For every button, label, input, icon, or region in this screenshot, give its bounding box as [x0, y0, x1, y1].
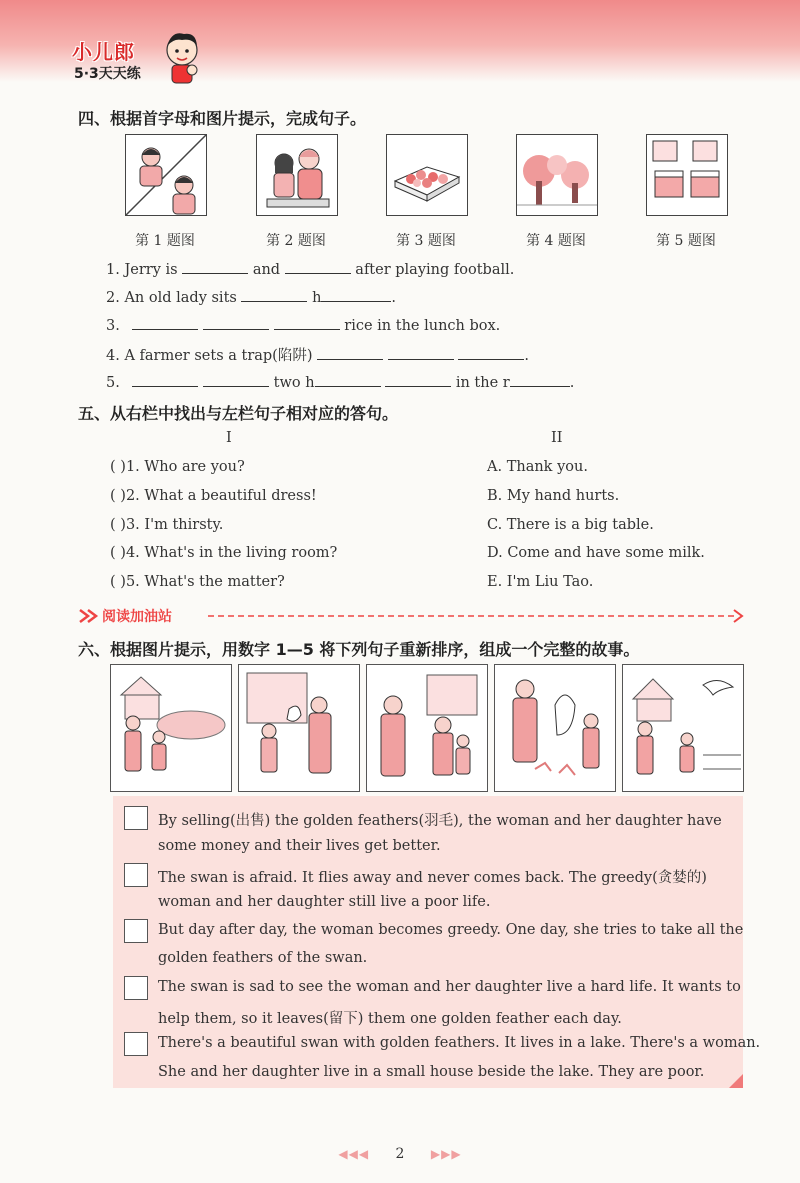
- brand-logo: [72, 30, 202, 90]
- story-frame-3: [366, 664, 488, 792]
- match-right-a: A. Thank you.: [487, 459, 588, 475]
- match-left-4: ( )4. What's in the living room?: [110, 545, 338, 561]
- story-sentence-2a: The swan is afraid. It flies away and never comes back. The greedy(贪婪的): [158, 870, 707, 886]
- answer-paren[interactable]: ( ): [110, 545, 126, 561]
- page-number: 2: [395, 1146, 405, 1162]
- question-4-3: 3. rice in the lunch box.: [106, 315, 500, 334]
- answer-blank[interactable]: [203, 315, 269, 330]
- answer-paren[interactable]: ( ): [110, 459, 126, 475]
- order-box-1[interactable]: [124, 806, 148, 830]
- picture-3: [386, 134, 468, 216]
- picture-1: [125, 134, 207, 216]
- picture-5: [646, 134, 728, 216]
- answer-blank[interactable]: [317, 345, 383, 360]
- match-left-5: ( )5. What's the matter?: [110, 574, 285, 590]
- answer-blank[interactable]: [315, 372, 381, 387]
- story-sentence-1b: some money and their lives get better.: [158, 838, 441, 854]
- order-box-5[interactable]: [124, 1032, 148, 1056]
- story-frame-1: [110, 664, 232, 792]
- answer-blank[interactable]: [182, 259, 248, 274]
- story-frame-4: [494, 664, 616, 792]
- answer-blank[interactable]: [274, 315, 340, 330]
- answer-blank[interactable]: [458, 345, 524, 360]
- match-left-3: ( )3. I'm thirsty.: [110, 517, 224, 533]
- section5-title: 五、从右栏中找出与左栏句子相对应的答句。: [78, 404, 399, 423]
- next-arrows-icon: ▶▶▶: [430, 1147, 462, 1161]
- caption-5: 第 5 题图: [656, 233, 716, 249]
- order-box-4[interactable]: [124, 976, 148, 1000]
- story-frame-2: [238, 664, 360, 792]
- answer-blank[interactable]: [132, 315, 198, 330]
- page-footer: [0, 1146, 800, 1162]
- answer-paren[interactable]: ( ): [110, 517, 126, 533]
- story-sentence-3a: But day after day, the woman becomes greedy. One day, she tries to take all the: [158, 922, 744, 938]
- caption-4: 第 4 题图: [526, 233, 586, 249]
- corner-arrow-icon: [729, 1074, 743, 1088]
- story-sentence-1a: By selling(出售) the golden feathers(羽毛), the woman and her daughter have: [158, 813, 722, 829]
- answer-paren[interactable]: ( ): [110, 488, 126, 504]
- caption-3: 第 3 题图: [396, 233, 456, 249]
- story-sentence-4b: help them, so it leaves(留下) them one golden feather each day.: [158, 1011, 622, 1027]
- brand-series: 5·3天天练: [74, 66, 141, 82]
- match-right-b: B. My hand hurts.: [487, 488, 620, 504]
- question-4-5: 5. two h in the r .: [106, 372, 574, 391]
- caption-1: 第 1 题图: [135, 233, 195, 249]
- section4-title: 四、根据首字母和图片提示，完成句子。: [78, 109, 367, 128]
- answer-blank[interactable]: [510, 372, 570, 387]
- brand-title: 小儿郎: [72, 40, 135, 64]
- story-sentence-5b: She and her daughter live in a small house beside the lake. They are poor.: [158, 1064, 705, 1080]
- prev-arrows-icon: ◀◀◀: [338, 1147, 370, 1161]
- story-sentence-3b: golden feathers of the swan.: [158, 950, 368, 966]
- answer-blank[interactable]: [132, 372, 198, 387]
- answer-blank[interactable]: [203, 372, 269, 387]
- caption-2: 第 2 题图: [266, 233, 326, 249]
- answer-paren[interactable]: ( ): [110, 574, 126, 590]
- question-4-1: 1. Jerry is and after playing football.: [106, 259, 514, 278]
- question-4-2: 2. An old lady sits h .: [106, 287, 396, 306]
- mascot-icon: [162, 30, 202, 86]
- story-sentence-4a: The swan is sad to see the woman and her daughter live a hard life. It wants to: [158, 979, 741, 995]
- match-left-1: ( )1. Who are you?: [110, 459, 245, 475]
- answer-blank[interactable]: [388, 345, 454, 360]
- column-right-header: II: [551, 430, 563, 446]
- section6-title: 六、根据图片提示，用数字 1—5 将下列句子重新排序，组成一个完整的故事。: [78, 640, 640, 659]
- question-4-4: 4. A farmer sets a trap(陷阱) .: [106, 344, 529, 365]
- column-left-header: I: [226, 430, 232, 446]
- story-sentence-2b: woman and her daughter still live a poor life.: [158, 894, 491, 910]
- answer-blank[interactable]: [321, 287, 391, 302]
- order-box-3[interactable]: [124, 919, 148, 943]
- answer-blank[interactable]: [385, 372, 451, 387]
- story-frame-5: [622, 664, 744, 792]
- answer-blank[interactable]: [285, 259, 351, 274]
- banner-label: 阅读加油站: [102, 609, 172, 625]
- order-box-2[interactable]: [124, 863, 148, 887]
- match-right-e: E. I'm Liu Tao.: [487, 574, 594, 590]
- match-right-c: C. There is a big table.: [487, 517, 654, 533]
- reading-banner: [78, 606, 748, 626]
- story-sentence-5a: There's a beautiful swan with golden feathers. It lives in a lake. There's a woman.: [158, 1035, 761, 1051]
- answer-blank[interactable]: [241, 287, 307, 302]
- picture-2: [256, 134, 338, 216]
- picture-4: [516, 134, 598, 216]
- match-left-2: ( )2. What a beautiful dress!: [110, 488, 317, 504]
- match-right-d: D. Come and have some milk.: [487, 545, 705, 561]
